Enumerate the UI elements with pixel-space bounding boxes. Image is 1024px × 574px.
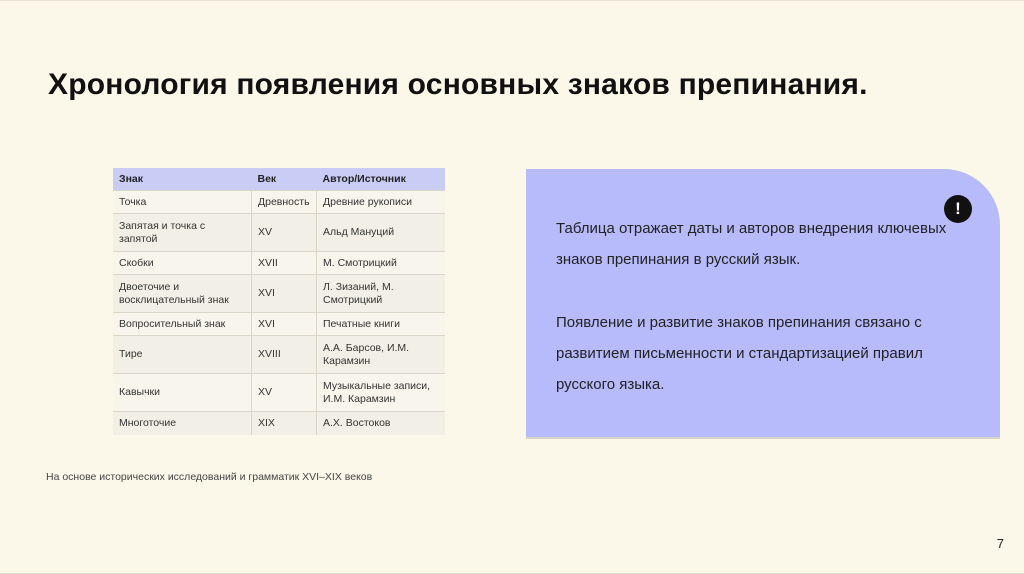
table-row xyxy=(113,336,445,374)
cell-century: XV xyxy=(252,374,317,412)
cell-sign: Скобки xyxy=(113,252,252,275)
cell-century: XVI xyxy=(252,275,317,313)
callout-paragraph-2: Появление и развитие знаков препинания связано с развитием письменности и стандартизацией правил русского языка. xyxy=(556,314,923,393)
cell-century: XIX xyxy=(252,412,317,435)
cell-source: А.А. Барсов, И.М. Карамзин xyxy=(317,336,446,374)
signs-table xyxy=(113,168,445,435)
cell-century: XVI xyxy=(252,313,317,336)
source-note: На основе исторических исследований и грамматик XVI–XIX веков xyxy=(46,471,373,483)
chronology-table xyxy=(113,168,445,435)
alert-icon: ! xyxy=(944,195,972,223)
cell-century: XVIII xyxy=(252,336,317,374)
cell-source: Печатные книги xyxy=(317,313,446,336)
table-row xyxy=(113,374,445,412)
cell-sign: Вопросительный знак xyxy=(113,313,252,336)
cell-source: Музыкальные записи, И.М. Карамзин xyxy=(317,374,446,412)
cell-source: Л. Зизаний, М. Смотрицкий xyxy=(317,275,446,313)
cell-sign: Многоточие xyxy=(113,412,252,435)
cell-sign: Двоеточие и восклицательный знак xyxy=(113,275,252,313)
callout-paragraph-1: Таблица отражает даты и авторов внедрения ключевых знаков препинания в русский язык. xyxy=(556,220,947,268)
page-title: Хронология появления основных знаков препинания. xyxy=(48,68,868,102)
top-divider xyxy=(0,0,1024,1)
cell-century: XV xyxy=(252,214,317,252)
cell-source: А.Х. Востоков xyxy=(317,412,446,435)
cell-source: Древние рукописи xyxy=(317,191,446,214)
table-row xyxy=(113,275,445,313)
table-row xyxy=(113,252,445,275)
table-row xyxy=(113,214,445,252)
cell-century: Древность xyxy=(252,191,317,214)
table-row xyxy=(113,313,445,336)
cell-sign: Запятая и точка с запятой xyxy=(113,214,252,252)
cell-sign: Точка xyxy=(113,191,252,214)
page-number: 7 xyxy=(996,536,1004,551)
table-row xyxy=(113,191,445,214)
cell-source: Альд Мануций xyxy=(317,214,446,252)
table-row xyxy=(113,412,445,435)
cell-century: XVII xyxy=(252,252,317,275)
table-header-row xyxy=(113,168,445,191)
column-header-source: Автор/Источник xyxy=(317,168,446,191)
cell-source: М. Смотрицкий xyxy=(317,252,446,275)
column-header-sign: Знак xyxy=(113,168,252,191)
info-callout xyxy=(526,169,1000,439)
cell-sign: Тире xyxy=(113,336,252,374)
column-header-century: Век xyxy=(252,168,317,191)
cell-sign: Кавычки xyxy=(113,374,252,412)
